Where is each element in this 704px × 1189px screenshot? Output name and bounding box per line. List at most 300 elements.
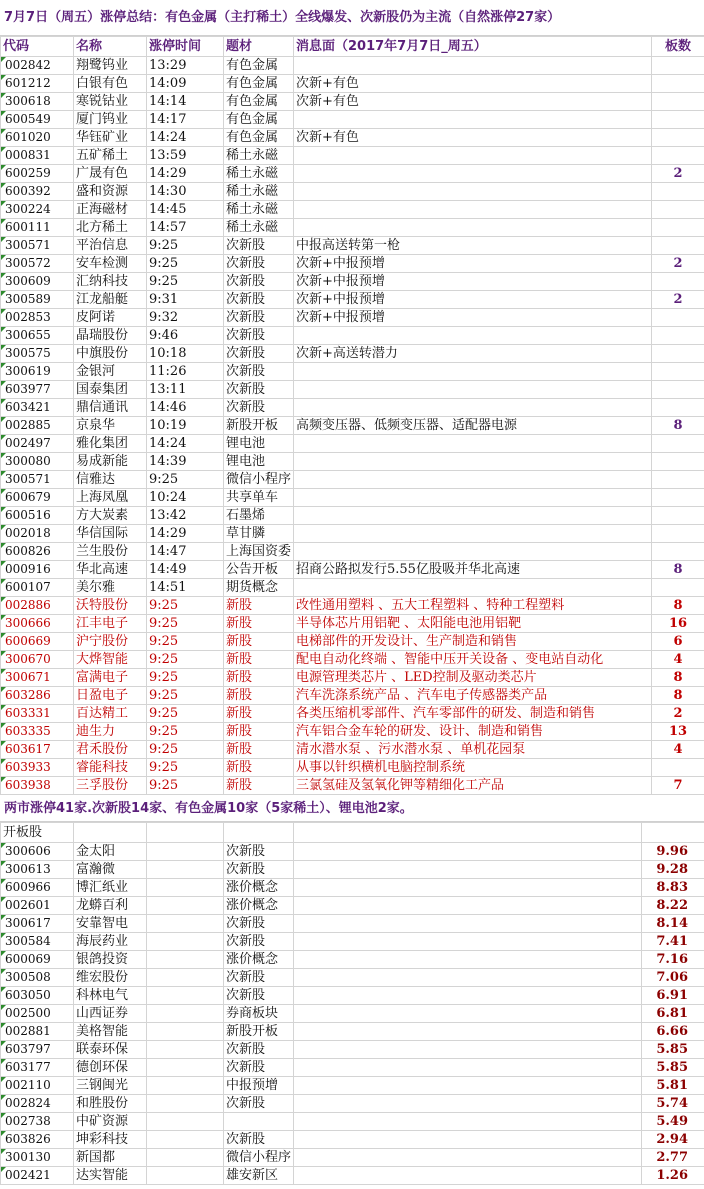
cell-time[interactable]: 9:25 xyxy=(147,687,224,705)
cell-theme[interactable] xyxy=(224,1113,294,1131)
cell-time[interactable]: 14:51 xyxy=(147,579,224,597)
cell-theme[interactable]: 新股 xyxy=(224,777,294,795)
cell-change[interactable]: 2.77 xyxy=(642,1149,704,1167)
cell-time[interactable]: 13:59 xyxy=(147,147,224,165)
cell-time[interactable]: 9:25 xyxy=(147,651,224,669)
cell-code[interactable]: 603331 xyxy=(1,705,74,723)
cell-name[interactable]: 君禾股份 xyxy=(74,741,147,759)
cell-code[interactable]: 300619 xyxy=(1,363,74,381)
cell-news[interactable] xyxy=(294,525,652,543)
cell-boards[interactable] xyxy=(652,309,704,327)
cell-theme[interactable]: 新股 xyxy=(224,615,294,633)
cell-code[interactable]: 300609 xyxy=(1,273,74,291)
cell-change[interactable]: 7.06 xyxy=(642,969,704,987)
cell-empty[interactable] xyxy=(294,1023,642,1041)
cell-boards[interactable] xyxy=(652,219,704,237)
cell-theme[interactable]: 有色金属 xyxy=(224,129,294,147)
cell-boards[interactable] xyxy=(652,273,704,291)
cell-empty[interactable] xyxy=(147,987,224,1005)
cell-code[interactable]: 002886 xyxy=(1,597,74,615)
cell-theme[interactable]: 次新股 xyxy=(224,345,294,363)
cell-theme[interactable]: 次新股 xyxy=(224,327,294,345)
cell-time[interactable]: 9:25 xyxy=(147,723,224,741)
cell-empty[interactable] xyxy=(294,879,642,897)
cell-name[interactable]: 安车检测 xyxy=(74,255,147,273)
cell-change[interactable]: 5.49 xyxy=(642,1113,704,1131)
cell-code[interactable]: 300572 xyxy=(1,255,74,273)
cell-time[interactable]: 13:42 xyxy=(147,507,224,525)
cell-code[interactable]: 603286 xyxy=(1,687,74,705)
cell-time[interactable]: 14:14 xyxy=(147,93,224,111)
cell-empty[interactable] xyxy=(147,1023,224,1041)
cell-theme[interactable]: 新股 xyxy=(224,759,294,777)
cell-time[interactable]: 13:11 xyxy=(147,381,224,399)
cell-empty[interactable] xyxy=(147,1077,224,1095)
cell-news[interactable] xyxy=(294,381,652,399)
cell-theme[interactable]: 涨价概念 xyxy=(224,879,294,897)
cell-time[interactable]: 10:18 xyxy=(147,345,224,363)
cell-theme[interactable]: 次新股 xyxy=(224,309,294,327)
cell-code[interactable]: 002018 xyxy=(1,525,74,543)
cell-theme[interactable]: 锂电池 xyxy=(224,453,294,471)
cell-time[interactable]: 14:39 xyxy=(147,453,224,471)
cell-news[interactable] xyxy=(294,435,652,453)
cell-theme[interactable]: 上海国资委 xyxy=(224,543,294,561)
cell-theme[interactable]: 石墨烯 xyxy=(224,507,294,525)
cell-change[interactable]: 8.14 xyxy=(642,915,704,933)
cell-code[interactable]: 300589 xyxy=(1,291,74,309)
cell-boards[interactable] xyxy=(652,327,704,345)
cell-code[interactable]: 300671 xyxy=(1,669,74,687)
cell-change[interactable]: 6.66 xyxy=(642,1023,704,1041)
cell-news[interactable] xyxy=(294,183,652,201)
cell-news[interactable] xyxy=(294,147,652,165)
cell-time[interactable]: 14:57 xyxy=(147,219,224,237)
cell-empty[interactable] xyxy=(147,879,224,897)
cell-theme[interactable]: 稀土永磁 xyxy=(224,183,294,201)
cell-news[interactable]: 次新+中报预增 xyxy=(294,255,652,273)
cell-empty[interactable] xyxy=(147,951,224,969)
cell-news[interactable] xyxy=(294,165,652,183)
cell-empty[interactable] xyxy=(294,969,642,987)
cell-name[interactable]: 沪宁股份 xyxy=(74,633,147,651)
cell-code[interactable]: 300571 xyxy=(1,471,74,489)
cell-boards[interactable]: 2 xyxy=(652,705,704,723)
cell-time[interactable]: 10:19 xyxy=(147,417,224,435)
cell-boards[interactable] xyxy=(652,93,704,111)
cell-empty[interactable] xyxy=(147,1059,224,1077)
cell-theme[interactable]: 新股 xyxy=(224,597,294,615)
cell-empty[interactable] xyxy=(147,915,224,933)
cell-news[interactable] xyxy=(294,543,652,561)
cell-theme[interactable]: 公告开板 xyxy=(224,561,294,579)
cell-empty[interactable] xyxy=(147,1113,224,1131)
cell-theme[interactable]: 次新股 xyxy=(224,237,294,255)
cell-code[interactable]: 300584 xyxy=(1,933,74,951)
cell-boards[interactable] xyxy=(652,435,704,453)
cell-code[interactable]: 300508 xyxy=(1,969,74,987)
cell-theme[interactable]: 次新股 xyxy=(224,861,294,879)
cell-name[interactable]: 方大炭素 xyxy=(74,507,147,525)
cell-name[interactable]: 五矿稀土 xyxy=(74,147,147,165)
cell-code[interactable]: 000916 xyxy=(1,561,74,579)
cell-boards[interactable]: 2 xyxy=(652,291,704,309)
cell-name[interactable]: 大烨智能 xyxy=(74,651,147,669)
cell-empty[interactable] xyxy=(294,1131,642,1149)
cell-name[interactable]: 沃特股份 xyxy=(74,597,147,615)
cell-theme[interactable]: 新股 xyxy=(224,669,294,687)
cell-theme[interactable]: 涨价概念 xyxy=(224,951,294,969)
cell-name[interactable]: 金银河 xyxy=(74,363,147,381)
cell-code[interactable]: 600107 xyxy=(1,579,74,597)
cell-name[interactable]: 日盈电子 xyxy=(74,687,147,705)
cell-empty[interactable] xyxy=(294,843,642,861)
cell-empty[interactable] xyxy=(294,987,642,1005)
cell-code[interactable]: 002497 xyxy=(1,435,74,453)
cell-theme[interactable]: 期货概念 xyxy=(224,579,294,597)
cell-boards[interactable] xyxy=(652,507,704,525)
cell-name[interactable]: 龙蟒百利 xyxy=(74,897,147,915)
cell-name[interactable]: 江丰电子 xyxy=(74,615,147,633)
cell-theme[interactable]: 草甘膦 xyxy=(224,525,294,543)
cell-name[interactable]: 迪生力 xyxy=(74,723,147,741)
cell-theme[interactable]: 微信小程序 xyxy=(224,1149,294,1167)
cell-name[interactable]: 厦门钨业 xyxy=(74,111,147,129)
cell-theme[interactable]: 稀土永磁 xyxy=(224,201,294,219)
cell-code[interactable]: 600069 xyxy=(1,951,74,969)
cell-code[interactable]: 600516 xyxy=(1,507,74,525)
cell-time[interactable]: 9:25 xyxy=(147,669,224,687)
cell-name[interactable]: 联泰环保 xyxy=(74,1041,147,1059)
cell-news[interactable] xyxy=(294,201,652,219)
cell-empty[interactable] xyxy=(147,1149,224,1167)
cell-theme[interactable]: 稀土永磁 xyxy=(224,219,294,237)
cell-empty[interactable] xyxy=(294,1005,642,1023)
cell-name[interactable]: 广晟有色 xyxy=(74,165,147,183)
cell-theme[interactable]: 次新股 xyxy=(224,363,294,381)
cell-time[interactable]: 14:47 xyxy=(147,543,224,561)
cell-code[interactable]: 603826 xyxy=(1,1131,74,1149)
cell-change[interactable]: 5.85 xyxy=(642,1041,704,1059)
cell-news[interactable]: 从事以针织横机电脑控制系统 xyxy=(294,759,652,777)
cell-code[interactable]: 300617 xyxy=(1,915,74,933)
cell-empty[interactable] xyxy=(294,1149,642,1167)
cell-name[interactable]: 京泉华 xyxy=(74,417,147,435)
cell-boards[interactable] xyxy=(652,579,704,597)
cell-time[interactable]: 14:45 xyxy=(147,201,224,219)
cell-empty[interactable] xyxy=(294,915,642,933)
cell-code[interactable]: 300571 xyxy=(1,237,74,255)
cell-code[interactable]: 300618 xyxy=(1,93,74,111)
cell-theme[interactable]: 有色金属 xyxy=(224,111,294,129)
cell-code[interactable]: 601212 xyxy=(1,75,74,93)
cell-time[interactable]: 9:25 xyxy=(147,615,224,633)
cell-time[interactable]: 9:25 xyxy=(147,633,224,651)
cell-code[interactable]: 002853 xyxy=(1,309,74,327)
cell-code[interactable]: 300613 xyxy=(1,861,74,879)
cell-news[interactable]: 半导体芯片用铝靶 、太阳能电池用铝靶 xyxy=(294,615,652,633)
cell-time[interactable]: 14:29 xyxy=(147,165,224,183)
cell-code[interactable]: 603177 xyxy=(1,1059,74,1077)
cell-code[interactable]: 600111 xyxy=(1,219,74,237)
cell-time[interactable]: 14:09 xyxy=(147,75,224,93)
cell-name[interactable]: 正海磁材 xyxy=(74,201,147,219)
cell-time[interactable]: 9:32 xyxy=(147,309,224,327)
cell-time[interactable]: 9:31 xyxy=(147,291,224,309)
cell-theme[interactable]: 有色金属 xyxy=(224,75,294,93)
cell-name[interactable]: 晶瑞股份 xyxy=(74,327,147,345)
cell-name[interactable]: 中矿资源 xyxy=(74,1113,147,1131)
cell-name[interactable]: 皮阿诺 xyxy=(74,309,147,327)
cell-news[interactable]: 次新+有色 xyxy=(294,93,652,111)
cell-name[interactable]: 三孚股份 xyxy=(74,777,147,795)
cell-code[interactable]: 603938 xyxy=(1,777,74,795)
cell-code[interactable]: 000831 xyxy=(1,147,74,165)
cell-change[interactable]: 1.26 xyxy=(642,1167,704,1185)
cell-theme[interactable]: 次新股 xyxy=(224,399,294,417)
cell-boards[interactable] xyxy=(652,363,704,381)
cell-theme[interactable]: 次新股 xyxy=(224,933,294,951)
cell-news[interactable]: 次新+有色 xyxy=(294,129,652,147)
cell-empty[interactable] xyxy=(294,1167,642,1185)
cell-theme[interactable]: 新股 xyxy=(224,723,294,741)
cell-code[interactable]: 600966 xyxy=(1,879,74,897)
cell-boards[interactable]: 16 xyxy=(652,615,704,633)
cell-code[interactable]: 002842 xyxy=(1,57,74,75)
cell-theme[interactable]: 雄安新区 xyxy=(224,1167,294,1185)
cell-boards[interactable] xyxy=(652,453,704,471)
cell-code[interactable]: 300575 xyxy=(1,345,74,363)
cell-empty[interactable] xyxy=(294,1041,642,1059)
cell-news[interactable]: 中报高送转第一枪 xyxy=(294,237,652,255)
cell-theme[interactable]: 次新股 xyxy=(224,987,294,1005)
cell-code[interactable]: 002110 xyxy=(1,1077,74,1095)
cell-news[interactable] xyxy=(294,327,652,345)
cell-empty[interactable] xyxy=(294,1059,642,1077)
cell-news[interactable]: 次新+中报预增 xyxy=(294,273,652,291)
cell-news[interactable] xyxy=(294,57,652,75)
cell-empty[interactable] xyxy=(147,1167,224,1185)
cell-theme[interactable]: 次新股 xyxy=(224,969,294,987)
cell-boards[interactable]: 7 xyxy=(652,777,704,795)
cell-code[interactable]: 600549 xyxy=(1,111,74,129)
cell-boards[interactable]: 2 xyxy=(652,165,704,183)
cell-empty[interactable] xyxy=(294,861,642,879)
cell-time[interactable]: 9:25 xyxy=(147,255,224,273)
cell-empty[interactable] xyxy=(147,1095,224,1113)
cell-time[interactable]: 14:17 xyxy=(147,111,224,129)
cell-theme[interactable]: 新股 xyxy=(224,687,294,705)
cell-theme[interactable]: 新股 xyxy=(224,741,294,759)
cell-name[interactable]: 科林电气 xyxy=(74,987,147,1005)
cell-theme[interactable]: 次新股 xyxy=(224,273,294,291)
cell-boards[interactable] xyxy=(652,57,704,75)
cell-news[interactable] xyxy=(294,219,652,237)
cell-boards[interactable] xyxy=(652,471,704,489)
cell-theme[interactable]: 稀土永磁 xyxy=(224,147,294,165)
cell-news[interactable]: 电源管理类芯片 、LED控制及驱动类芯片 xyxy=(294,669,652,687)
cell-name[interactable]: 华北高速 xyxy=(74,561,147,579)
cell-change[interactable]: 8.22 xyxy=(642,897,704,915)
cell-code[interactable]: 603050 xyxy=(1,987,74,1005)
cell-name[interactable]: 易成新能 xyxy=(74,453,147,471)
cell-change[interactable]: 7.16 xyxy=(642,951,704,969)
cell-boards[interactable]: 8 xyxy=(652,561,704,579)
cell-boards[interactable]: 8 xyxy=(652,687,704,705)
cell-empty[interactable] xyxy=(147,861,224,879)
cell-change[interactable]: 9.96 xyxy=(642,843,704,861)
cell-code[interactable]: 300130 xyxy=(1,1149,74,1167)
cell-boards[interactable] xyxy=(652,543,704,561)
cell-code[interactable]: 600392 xyxy=(1,183,74,201)
cell-theme[interactable]: 新股 xyxy=(224,633,294,651)
cell-news[interactable] xyxy=(294,489,652,507)
cell-name[interactable]: 中旗股份 xyxy=(74,345,147,363)
cell-code[interactable]: 603797 xyxy=(1,1041,74,1059)
cell-boards[interactable] xyxy=(652,201,704,219)
cell-change[interactable]: 2.94 xyxy=(642,1131,704,1149)
cell-time[interactable]: 9:25 xyxy=(147,597,224,615)
cell-change[interactable]: 7.41 xyxy=(642,933,704,951)
cell-empty[interactable] xyxy=(147,1131,224,1149)
cell-time[interactable]: 9:46 xyxy=(147,327,224,345)
cell-time[interactable]: 9:25 xyxy=(147,237,224,255)
cell-news[interactable]: 配电自动化终端 、智能中压开关设备 、变电站自动化 xyxy=(294,651,652,669)
cell-name[interactable]: 德创环保 xyxy=(74,1059,147,1077)
cell-name[interactable]: 美尔雅 xyxy=(74,579,147,597)
cell-name[interactable]: 山西证券 xyxy=(74,1005,147,1023)
cell-empty[interactable] xyxy=(147,897,224,915)
cell-time[interactable]: 14:46 xyxy=(147,399,224,417)
cell-name[interactable]: 寒锐钴业 xyxy=(74,93,147,111)
cell-name[interactable]: 翔鹭钨业 xyxy=(74,57,147,75)
cell-name[interactable]: 博汇纸业 xyxy=(74,879,147,897)
cell-time[interactable]: 11:26 xyxy=(147,363,224,381)
cell-name[interactable]: 睿能科技 xyxy=(74,759,147,777)
cell-news[interactable]: 汽车洗涤系统产品 、汽车电子传感器类产品 xyxy=(294,687,652,705)
cell-theme[interactable]: 有色金属 xyxy=(224,93,294,111)
cell-code[interactable]: 600669 xyxy=(1,633,74,651)
cell-name[interactable]: 平治信息 xyxy=(74,237,147,255)
cell-theme[interactable]: 新股 xyxy=(224,651,294,669)
cell-theme[interactable]: 共享单车 xyxy=(224,489,294,507)
cell-change[interactable]: 5.81 xyxy=(642,1077,704,1095)
cell-code[interactable]: 300606 xyxy=(1,843,74,861)
cell-empty[interactable] xyxy=(294,1095,642,1113)
cell-time[interactable]: 9:25 xyxy=(147,759,224,777)
cell-code[interactable]: 603421 xyxy=(1,399,74,417)
cell-time[interactable]: 9:25 xyxy=(147,777,224,795)
cell-theme[interactable]: 涨价概念 xyxy=(224,897,294,915)
cell-boards[interactable] xyxy=(652,129,704,147)
cell-boards[interactable] xyxy=(652,489,704,507)
cell-empty[interactable] xyxy=(147,969,224,987)
cell-name[interactable]: 新国都 xyxy=(74,1149,147,1167)
cell-theme[interactable]: 微信小程序 xyxy=(224,471,294,489)
cell-boards[interactable]: 4 xyxy=(652,651,704,669)
cell-boards[interactable] xyxy=(652,525,704,543)
cell-name[interactable]: 雅化集团 xyxy=(74,435,147,453)
cell-empty[interactable] xyxy=(294,1113,642,1131)
cell-theme[interactable]: 中报预增 xyxy=(224,1077,294,1095)
cell-name[interactable]: 富满电子 xyxy=(74,669,147,687)
cell-time[interactable]: 14:30 xyxy=(147,183,224,201)
cell-name[interactable]: 国泰集团 xyxy=(74,381,147,399)
cell-theme[interactable]: 有色金属 xyxy=(224,57,294,75)
cell-time[interactable]: 13:29 xyxy=(147,57,224,75)
cell-time[interactable]: 14:49 xyxy=(147,561,224,579)
cell-name[interactable]: 北方稀土 xyxy=(74,219,147,237)
cell-news[interactable]: 电梯部件的开发设计、生产制造和销售 xyxy=(294,633,652,651)
cell-code[interactable]: 002881 xyxy=(1,1023,74,1041)
cell-boards[interactable]: 8 xyxy=(652,669,704,687)
cell-boards[interactable]: 2 xyxy=(652,255,704,273)
cell-theme[interactable]: 次新股 xyxy=(224,291,294,309)
cell-theme[interactable]: 次新股 xyxy=(224,1095,294,1113)
cell-name[interactable]: 银鸽投资 xyxy=(74,951,147,969)
cell-name[interactable]: 维宏股份 xyxy=(74,969,147,987)
cell-news[interactable]: 各类压缩机零部件、汽车零部件的研发、制造和销售 xyxy=(294,705,652,723)
cell-boards[interactable] xyxy=(652,111,704,129)
cell-news[interactable]: 清水潜水泵 、污水潜水泵 、单机花园泵 xyxy=(294,741,652,759)
cell-code[interactable]: 600826 xyxy=(1,543,74,561)
cell-news[interactable] xyxy=(294,471,652,489)
cell-code[interactable]: 600259 xyxy=(1,165,74,183)
cell-boards[interactable] xyxy=(652,399,704,417)
cell-code[interactable]: 603617 xyxy=(1,741,74,759)
cell-time[interactable]: 9:25 xyxy=(147,741,224,759)
cell-code[interactable]: 300666 xyxy=(1,615,74,633)
cell-theme[interactable]: 新股 xyxy=(224,705,294,723)
cell-name[interactable]: 兰生股份 xyxy=(74,543,147,561)
cell-boards[interactable] xyxy=(652,759,704,777)
cell-news[interactable] xyxy=(294,363,652,381)
cell-theme[interactable]: 次新股 xyxy=(224,915,294,933)
cell-theme[interactable]: 券商板块 xyxy=(224,1005,294,1023)
cell-boards[interactable] xyxy=(652,75,704,93)
cell-change[interactable]: 5.85 xyxy=(642,1059,704,1077)
cell-boards[interactable] xyxy=(652,183,704,201)
cell-time[interactable]: 14:24 xyxy=(147,435,224,453)
cell-boards[interactable]: 13 xyxy=(652,723,704,741)
cell-boards[interactable]: 8 xyxy=(652,417,704,435)
cell-boards[interactable] xyxy=(652,147,704,165)
cell-name[interactable]: 盛和资源 xyxy=(74,183,147,201)
cell-news[interactable]: 招商公路拟发行5.55亿股吸并华北高速 xyxy=(294,561,652,579)
cell-change[interactable]: 9.28 xyxy=(642,861,704,879)
cell-news[interactable]: 改性通用塑料 、五大工程塑料 、特种工程塑料 xyxy=(294,597,652,615)
cell-boards[interactable] xyxy=(652,345,704,363)
cell-code[interactable]: 603933 xyxy=(1,759,74,777)
cell-theme[interactable]: 次新股 xyxy=(224,381,294,399)
cell-name[interactable]: 三钢闽光 xyxy=(74,1077,147,1095)
cell-news[interactable]: 汽车铝合金车轮的研发、设计、制造和销售 xyxy=(294,723,652,741)
cell-name[interactable]: 江龙船艇 xyxy=(74,291,147,309)
cell-boards[interactable] xyxy=(652,381,704,399)
cell-theme[interactable]: 次新股 xyxy=(224,1131,294,1149)
cell-news[interactable]: 次新+中报预增 xyxy=(294,309,652,327)
cell-theme[interactable]: 次新股 xyxy=(224,255,294,273)
cell-news[interactable]: 次新+中报预增 xyxy=(294,291,652,309)
cell-name[interactable]: 白银有色 xyxy=(74,75,147,93)
cell-empty[interactable] xyxy=(147,1005,224,1023)
cell-empty[interactable] xyxy=(294,897,642,915)
cell-news[interactable] xyxy=(294,453,652,471)
cell-name[interactable]: 华信国际 xyxy=(74,525,147,543)
cell-news[interactable] xyxy=(294,507,652,525)
cell-theme[interactable]: 次新股 xyxy=(224,843,294,861)
cell-news[interactable]: 三氯氢硅及氢氧化钾等精细化工产品 xyxy=(294,777,652,795)
